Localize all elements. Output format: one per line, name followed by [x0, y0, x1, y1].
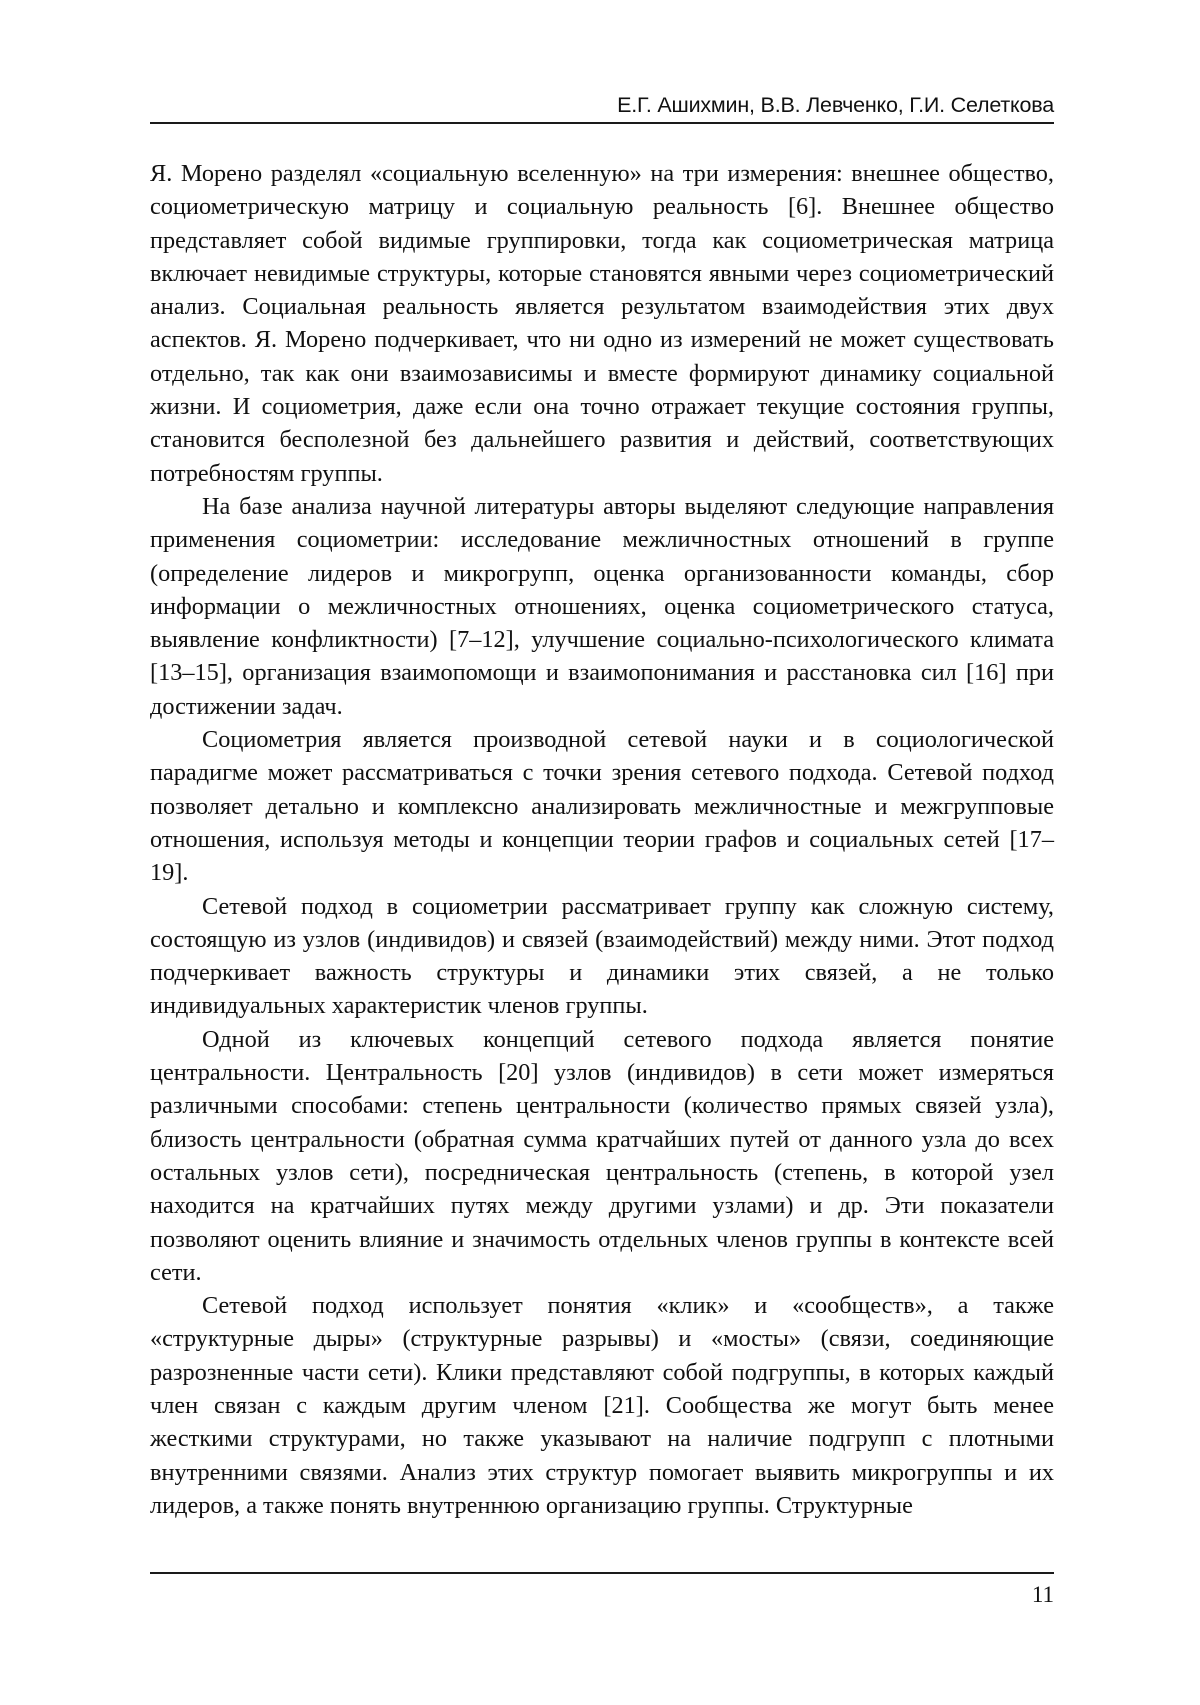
paragraph-5: Одной из ключевых концепций сетевого подхода является понятие центральности. Центральность [20] узлов (индивидов) в сети может измеряться различными способами: степень центральности (количество прямых связей узла), близость центральности (обратная сумма кратчайших путей от данного узла до всех остальных узлов сети), посредническая центральность (степень, в которой узел находится на кратчайших путях между другими узлами) и др. Эти показатели позволяют оценить влияние и значимость отдельных членов группы в контексте всей сети.	[150, 1025, 1054, 1286]
paragraph-2: На базе анализа научной литературы авторы выделяют следующие направления применения социометрии: исследование межличностных отношений в группе (определение лидеров и микрогрупп, оценка организованности команды, сбор информации о межличностных отношениях, оценка социометрического статуса, выявление конфликтности) [7–12], улучшение социально-психологического климата [13–15], организация взаимопомощи и взаимопонимания и расстановка сил [16] при достижении задач.	[150, 492, 1054, 720]
paragraph-6: Сетевой подход использует понятия «клик» и «сообществ», а также «структурные дыры» (структурные разрывы) и «мосты» (связи, соединяющие разрозненные части сети). Клики представляют собой подгруппы, в которых каждый член связан с каждым другим членом [21]. Сообщества же могут быть менее жесткими структурами, но также указывают на наличие подгрупп с плотными внутренними связями. Анализ этих структур помогает выявить микрогруппы и их лидеров, а также понять внутреннюю организацию группы. Структурные	[150, 1292, 1054, 1519]
page-number: 11	[1031, 1582, 1054, 1607]
paragraph-3: Социометрия является производной сетевой науки и в социологической парадигме может рассматриваться с точки зрения сетевого подхода. Сетевой подход позволяет детально и комплексно анализировать межличностные и межгрупповые отношения, используя методы и концепции теории графов и социальных сетей [17–19].	[150, 726, 1054, 887]
paragraph-4: Сетевой подход в социометрии рассматривает группу как сложную систему, состоящую из узлов (индивидов) и связей (взаимодействий) между ними. Этот подход подчеркивает важность структуры и динамики этих связей, а не только индивидуальных характеристик членов группы.	[150, 892, 1054, 1020]
running-header	[150, 88, 1054, 124]
footer-rule	[150, 1572, 1054, 1574]
header-authors: Е.Г. Ашихмин, В.В. Левченко, Г.И. Селеткова	[617, 93, 1054, 117]
paragraph-1: Я. Морено разделял «социальную вселенную» на три измерения: внешнее общество, социометрическую матрицу и социальную реальность [6]. Внешнее общество представляет собой видимые группировки, тогда как социометрическая матрица включает невидимые структуры, которые становятся явными через социометрический анализ. Социальная реальность является результатом взаимодействия этих двух аспектов. Я. Морено подчеркивает, что ни одно из измерений не может существовать отдельно, так как они взаимозависимы и вместе формируют динамику социальной жизни. И социометрия, даже если она точно отражает текущие состояния группы, становится бесполезной без дальнейшего развития и действий, соответствующих потребностям группы.	[150, 160, 1054, 487]
body-text	[150, 157, 1054, 1522]
